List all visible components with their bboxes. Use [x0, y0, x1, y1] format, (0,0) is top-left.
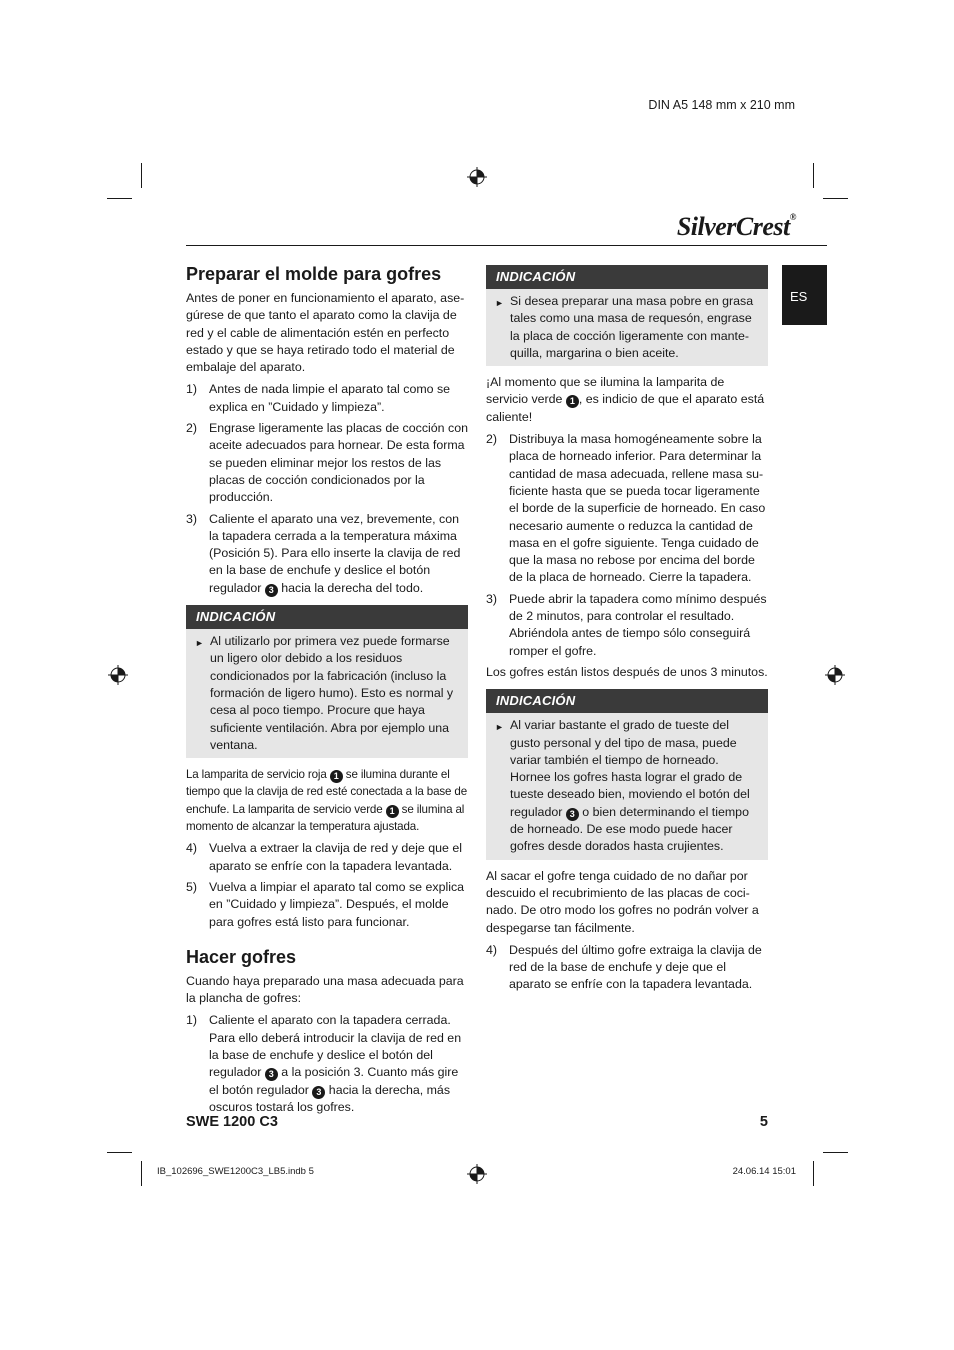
- step-text: Caliente el aparato una vez, brevemente, con la tapadera cerrada a la temperatura máxima (Posición 5). Para ello inserte la clavija de red en la base de enchufe y deslice el botón regulador: [209, 511, 461, 595]
- crop-mark-top-left-horizontal: [107, 198, 132, 199]
- ref-badge-1: 1: [566, 395, 579, 408]
- bullet-triangle-icon: ►: [195, 638, 204, 649]
- language-code: ES: [790, 289, 808, 304]
- crop-mark-top-right-horizontal: [823, 198, 848, 199]
- registration-mark-icon: [467, 1164, 487, 1184]
- step-text: Puede abrir la tapadera como mínimo después de 2 minutos, para controlar el resultado. Abriéndola antes de tiempo sólo conseguirá romper el gofre.: [509, 591, 767, 658]
- registration-mark-icon: [825, 665, 845, 685]
- step-number: 4): [486, 942, 498, 957]
- green-text-a: ¡Al momento que se ilumina la lamparita de servicio verde: [486, 375, 725, 407]
- note-heading: INDICACIÓN: [486, 265, 768, 289]
- brand-logo: [677, 212, 796, 242]
- lamp-paragraph: [186, 766, 468, 835]
- step-5: [186, 879, 468, 931]
- language-tab: [782, 265, 827, 325]
- crop-mark-bottom-left-vertical: [141, 1161, 142, 1186]
- registered-mark: ®: [789, 212, 796, 222]
- crop-mark-bottom-left-horizontal: [107, 1152, 132, 1153]
- lamp-text-b: se ilumina durante el tiempo que la clavija de red esté conectada a la base de enchufe. La lamparita de servicio verde: [186, 768, 467, 816]
- ref-badge-1: 1: [330, 770, 343, 783]
- remove-paragraph: Al sacar el gofre tenga cuidado de no dañar por descuido el recubrimiento de las placas de cocinado. De otro modo los gofres no podrán volver a despegarse tan fácilmente.: [486, 868, 759, 935]
- note-heading: INDICACIÓN: [186, 605, 468, 629]
- section-title-preparar: Preparar el molde para gofres: [186, 264, 442, 284]
- intro-paragraph-2: Cuando haya preparado una masa adecuada para la plancha de gofres:: [186, 973, 464, 1006]
- step-number: 5): [186, 879, 198, 894]
- step-2: [486, 431, 768, 587]
- bullet-triangle-icon: ►: [495, 722, 504, 733]
- print-slug-date: 24.06.14 15:01: [732, 1166, 796, 1177]
- step-number: 1): [186, 1013, 198, 1028]
- crop-mark-bottom-right-horizontal: [823, 1152, 848, 1153]
- ref-badge-3: 3: [312, 1086, 325, 1099]
- step-text: Antes de nada limpie el aparato tal como se explica en ”Cuidado y limpieza”.: [209, 382, 451, 414]
- step-text: Distribuya la masa homogéneamente sobre la placa de horneado inferior. Para determinar la cantidad de masa adecuada, rellene masa suficiente hasta que se pueda tocar ligeramente el borde de la superficie de horneado. En caso necesario aumente o reduzca la cantidad de masa en el gofre siguiente. Tenga cuidado de que la masa no rebose por encima del borde de la placa de horneado. Cierre la tapadera.: [509, 432, 766, 585]
- hacer-step-1: [186, 1012, 468, 1116]
- intro-paragraph: Antes de poner en funcionamiento el aparato, asegúrese de que tanto el aparato como la clavija de red y el cable de alimentación estén en perfecto estado y que se haya retirado todo el material de embalaje del aparato.: [186, 291, 465, 375]
- note-heading: INDICACIÓN: [486, 689, 768, 713]
- section-title-hacer-gofres: Hacer gofres: [186, 946, 297, 967]
- note-text-cont: o bien determinando el tiempo de horneado. De ese modo puede hacer gofres desde dorados hasta crujientes.: [510, 804, 749, 854]
- bullet-triangle-icon: ►: [495, 298, 504, 308]
- green-text-b: , es indicio de que el aparato está caliente!: [486, 392, 765, 424]
- step-text: Después del último gofre extraiga la clavija de red de la base de enchufe y deje que el aparato se enfríe con la tapadera levantada.: [509, 942, 762, 992]
- ref-badge-3: 3: [566, 808, 579, 821]
- step-text: Caliente el aparato con la tapadera cerrada. Para ello deberá introducir la clavija de red en la base de enchufe y deslice el botón del regulador: [209, 1013, 462, 1080]
- step-text-end: hacia la derecha, más oscuros tostará los gofres.: [209, 1082, 451, 1114]
- note-box: [186, 605, 468, 758]
- note-box: [486, 689, 768, 859]
- step-1: [186, 381, 468, 416]
- brand-name: SilverCrest: [676, 212, 790, 241]
- page-number: 5: [759, 1114, 768, 1130]
- step-number: 3): [186, 511, 198, 526]
- note-text: Si desea preparar una masa pobre en grasa tales como una masa de requesón, engrase la placa de cocción ligeramente con mantequilla, margarina o bien aceite.: [510, 294, 754, 360]
- step-4: [486, 942, 768, 994]
- step-number: 4): [186, 841, 198, 856]
- right-column: [486, 265, 768, 998]
- note-body: [186, 629, 468, 758]
- ref-badge-1: 1: [386, 805, 399, 818]
- step-number: 2): [486, 432, 498, 447]
- step-text-cont: hacia la derecha del todo.: [281, 580, 424, 595]
- step-number: 2): [186, 421, 198, 436]
- note-body: [486, 713, 768, 859]
- step-number: 1): [186, 382, 198, 397]
- ready-paragraph: Los gofres están listos después de unos 3 minutos.: [486, 664, 768, 679]
- crop-mark-bottom-right-vertical: [813, 1161, 814, 1186]
- note-text: Al variar bastante el grado de tueste del gusto personal y del tipo de masa, puede variar también el tiempo de horneado. Hornee los gofres hasta lograr el grado de tueste deseado bien, moviendo el botón del regulador: [510, 718, 750, 819]
- header-rule: [186, 245, 827, 246]
- note-body: [486, 289, 768, 366]
- ref-badge-3: 3: [265, 584, 278, 597]
- lamp-text-c: se ilumina al momento de alcanzar la temperatura ajustada.: [186, 802, 465, 834]
- crop-mark-top-right-vertical: [813, 163, 814, 188]
- step-3: [486, 591, 768, 660]
- step-number: 3): [486, 591, 498, 606]
- step-4: [186, 840, 468, 875]
- green-lamp-paragraph: [486, 374, 768, 426]
- crop-mark-top-left-vertical: [141, 163, 142, 188]
- note-box: [486, 265, 768, 366]
- registration-mark-icon: [108, 665, 128, 685]
- step-text: Engrase ligeramente las placas de cocción con aceite adecuados para hornear. De esta forma se pueden eliminar mejor los restos de las placas de cocción condicionados por la producción.: [209, 421, 468, 505]
- step-text-cont: a la posición 3. Cuanto más gire el botón regulador: [209, 1065, 459, 1097]
- print-slug-file: IB_102696_SWE1200C3_LB5.indb 5: [157, 1166, 314, 1177]
- note-text: Al utilizarlo por primera vez puede formarse un ligero olor debido a los residuos condicionados por la fabricación (incluso la formación de ligero humo). Esto es normal y cesa al poco tiempo. Procure que haya suficiente ventilación. Abra por ejemplo una ventana.: [210, 634, 454, 752]
- step-text: Vuelva a limpiar el aparato tal como se explica en ”Cuidado y limpieza”. Después, el molde para gofres está listo para funcionar.: [209, 879, 465, 929]
- registration-mark-icon: [467, 167, 487, 187]
- din-format-label: DIN A5 148 mm x 210 mm: [648, 98, 795, 112]
- left-column: [186, 262, 468, 1120]
- step-2: [186, 420, 468, 506]
- step-text: Vuelva a extraer la clavija de red y deje que el aparato se enfríe con la tapadera levantada.: [209, 841, 463, 873]
- step-3: [186, 511, 468, 597]
- model-number: SWE 1200 C3: [186, 1114, 278, 1130]
- ref-badge-3: 3: [265, 1068, 278, 1081]
- lamp-text-a: La lamparita de servicio roja: [186, 768, 327, 782]
